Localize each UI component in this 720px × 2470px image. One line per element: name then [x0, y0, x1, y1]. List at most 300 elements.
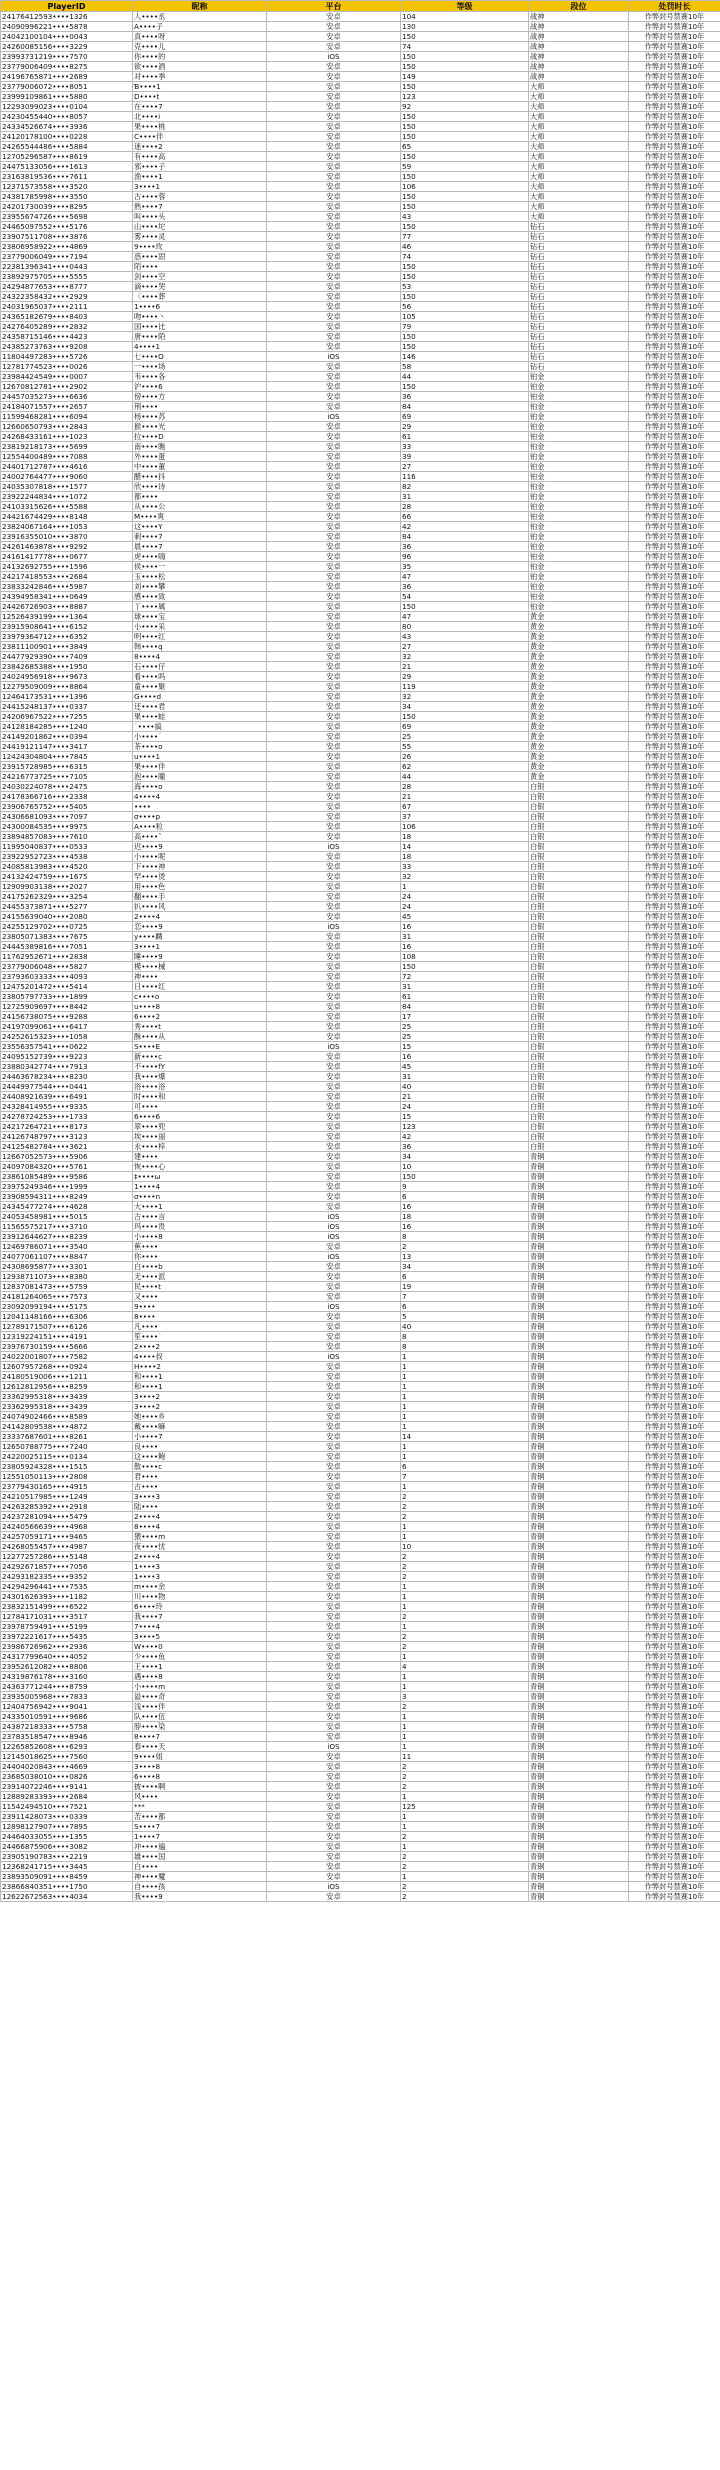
- cell-level: 14: [401, 842, 529, 852]
- table-row: [1, 1092, 720, 1102]
- cell-penalty: 作弊封号禁赛10年: [629, 1682, 720, 1692]
- cell-penalty: 作弊封号禁赛10年: [629, 902, 720, 912]
- cell-player-id: 1227725728​6••••5148: [1, 1552, 133, 1562]
- cell-platform: iOS: [267, 1882, 401, 1892]
- cell-platform: 安卓: [267, 1292, 401, 1302]
- cell-penalty: 作弊封号禁赛10年: [629, 622, 720, 632]
- cell-level: 39: [401, 452, 529, 462]
- cell-penalty: 作弊封号禁赛10年: [629, 1252, 720, 1262]
- cell-platform: 安卓: [267, 1092, 401, 1102]
- cell-level: 16: [401, 1222, 529, 1232]
- header-tier: 段位: [529, 1, 629, 12]
- cell-platform: 安卓: [267, 1712, 401, 1722]
- cell-tier: 白银: [529, 942, 629, 952]
- cell-tier: 白银: [529, 1092, 629, 1102]
- table-row: [1, 392, 720, 402]
- cell-nickname: 古••••蓉: [133, 192, 267, 202]
- cell-tier: 钻石: [529, 362, 629, 372]
- cell-nickname: 6••••8: [133, 1772, 267, 1782]
- cell-level: 42: [401, 1132, 529, 1142]
- cell-level: 150: [401, 222, 529, 232]
- cell-player-id: 2383324284​6••••5987: [1, 582, 133, 592]
- cell-platform: 安卓: [267, 992, 401, 1002]
- cell-nickname: 小••••˙: [133, 732, 267, 742]
- cell-tier: 钻石: [529, 242, 629, 252]
- cell-level: 1: [401, 1522, 529, 1532]
- cell-level: 6: [401, 1272, 529, 1282]
- cell-player-id: 2445703527​3••••6636: [1, 392, 133, 402]
- cell-nickname: 笙••••˙: [133, 1332, 267, 1342]
- cell-nickname: 你••••的: [133, 52, 267, 62]
- cell-tier: 青铜: [529, 1322, 629, 1332]
- cell-player-id: 2421677372​5••••7105: [1, 772, 133, 782]
- cell-level: 3: [401, 1692, 529, 1702]
- cell-tier: 黄金: [529, 702, 629, 712]
- cell-player-id: 2407706110​7••••8847: [1, 1252, 133, 1262]
- cell-platform: 安卓: [267, 1702, 401, 1712]
- cell-penalty: 作弊封号禁赛10年: [629, 602, 720, 612]
- cell-tier: 青铜: [529, 1622, 629, 1632]
- cell-nickname: 时••••和: [133, 1092, 267, 1102]
- cell-tier: 钻石: [529, 282, 629, 292]
- cell-tier: 战神: [529, 72, 629, 82]
- cell-nickname: 神••••魔: [133, 1872, 267, 1882]
- cell-penalty: 作弊封号禁赛10年: [629, 962, 720, 972]
- cell-nickname: 看••••吗: [133, 672, 267, 682]
- cell-tier: 钻石: [529, 302, 629, 312]
- table-row: [1, 1172, 720, 1182]
- cell-player-id: 2412017810​0••••0228: [1, 132, 133, 142]
- cell-tier: 白银: [529, 1002, 629, 1012]
- cell-level: 45: [401, 912, 529, 922]
- cell-platform: 安卓: [267, 1892, 401, 1902]
- cell-platform: 安卓: [267, 1402, 401, 1412]
- cell-level: 33: [401, 442, 529, 452]
- cell-level: 1: [401, 1872, 529, 1882]
- cell-penalty: 作弊封号禁赛10年: [629, 1132, 720, 1142]
- cell-tier: 铂金: [529, 442, 629, 452]
- cell-player-id: 1199504083​7••••0533: [1, 842, 133, 852]
- table-row: [1, 1182, 720, 1192]
- cell-nickname: 1••••7: [133, 1832, 267, 1842]
- cell-tier: 白银: [529, 992, 629, 1002]
- cell-penalty: 作弊封号禁赛10年: [629, 1202, 720, 1212]
- cell-penalty: 作弊封号禁赛10年: [629, 322, 720, 332]
- cell-tier: 铂金: [529, 502, 629, 512]
- table-row: [1, 1842, 720, 1852]
- cell-tier: 青铜: [529, 1502, 629, 1512]
- cell-level: 25: [401, 732, 529, 742]
- cell-nickname: 白••••: [133, 1862, 267, 1872]
- cell-level: 2: [401, 1552, 529, 1562]
- cell-player-id: 2380592432​8••••1515: [1, 1462, 133, 1472]
- cell-nickname: 我••••7: [133, 1612, 267, 1622]
- cell-level: 1: [401, 1712, 529, 1722]
- table-row: [1, 1482, 720, 1492]
- cell-player-id: 1156557521​7••••3710: [1, 1222, 133, 1232]
- cell-platform: 安卓: [267, 1792, 401, 1802]
- cell-nickname: 少••••鱼: [133, 1652, 267, 1662]
- cell-level: 150: [401, 602, 529, 612]
- cell-nickname: 8••••: [133, 1312, 267, 1322]
- table-row: [1, 1682, 720, 1692]
- cell-tier: 白银: [529, 1082, 629, 1092]
- cell-level: 59: [401, 162, 529, 172]
- cell-player-id: 2333768760​1••••8261: [1, 1432, 133, 1442]
- table-row: [1, 1622, 720, 1632]
- cell-penalty: 作弊封号禁赛10年: [629, 722, 720, 732]
- header-level: 等级: [401, 1, 529, 12]
- cell-player-id: 2397936471​2••••6352: [1, 632, 133, 642]
- cell-penalty: 作弊封号禁赛10年: [629, 752, 720, 762]
- cell-player-id: 2430162639​3••••1182: [1, 1592, 133, 1602]
- table-row: [1, 1292, 720, 1302]
- cell-tier: 钻石: [529, 252, 629, 262]
- table-row: [1, 1502, 720, 1512]
- cell-penalty: 作弊封号禁赛10年: [629, 1552, 720, 1562]
- cell-platform: 安卓: [267, 1062, 401, 1072]
- cell-level: 32: [401, 652, 529, 662]
- cell-platform: 安卓: [267, 862, 401, 872]
- cell-level: 6: [401, 1192, 529, 1202]
- cell-level: 106: [401, 822, 529, 832]
- cell-platform: 安卓: [267, 1002, 401, 1012]
- table-row: [1, 792, 720, 802]
- cell-player-id: 2446509755​2••••5176: [1, 222, 133, 232]
- table-row: [1, 832, 720, 842]
- cell-level: 7: [401, 1292, 529, 1302]
- cell-player-id: 2430668109​3••••7097: [1, 812, 133, 822]
- cell-tier: 铂金: [529, 602, 629, 612]
- cell-penalty: 作弊封号禁赛10年: [629, 932, 720, 942]
- cell-nickname: 对••••季: [133, 72, 267, 82]
- cell-tier: 青铜: [529, 1522, 629, 1532]
- cell-nickname: 在••••7: [133, 102, 267, 112]
- table-row: [1, 402, 720, 412]
- cell-level: 1: [401, 1722, 529, 1732]
- cell-player-id: 2386108548​9••••9586: [1, 1172, 133, 1182]
- cell-player-id: 1266705257​3••••5906: [1, 1152, 133, 1162]
- cell-platform: 安卓: [267, 652, 401, 662]
- cell-platform: 安卓: [267, 42, 401, 52]
- cell-penalty: 作弊封号禁赛10年: [629, 692, 720, 702]
- cell-level: 2: [401, 1862, 529, 1872]
- table-row: [1, 92, 720, 102]
- cell-tier: 钻石: [529, 352, 629, 362]
- cell-tier: 青铜: [529, 1592, 629, 1602]
- cell-penalty: 作弊封号禁赛10年: [629, 112, 720, 122]
- table-row: [1, 252, 720, 262]
- cell-level: 43: [401, 212, 529, 222]
- cell-penalty: 作弊封号禁赛10年: [629, 1792, 720, 1802]
- cell-penalty: 作弊封号禁赛10年: [629, 182, 720, 192]
- cell-nickname: 1••••3: [133, 1562, 267, 1572]
- cell-player-id: 2438178599​8••••3550: [1, 192, 133, 202]
- cell-penalty: 作弊封号禁赛10年: [629, 1342, 720, 1352]
- table-row: [1, 1262, 720, 1272]
- cell-player-id: 2397222161​7••••5435: [1, 1632, 133, 1642]
- cell-platform: iOS: [267, 1042, 401, 1052]
- table-row: [1, 1812, 720, 1822]
- cell-player-id: 2391572898​5••••6315: [1, 762, 133, 772]
- cell-platform: 安卓: [267, 592, 401, 602]
- cell-player-id: 2426328539​2••••2918: [1, 1502, 133, 1512]
- cell-platform: 安卓: [267, 982, 401, 992]
- cell-player-id: 2439495834​1••••0649: [1, 592, 133, 602]
- cell-nickname: A••••粒: [133, 822, 267, 832]
- cell-penalty: 作弊封号禁赛10年: [629, 1532, 720, 1542]
- cell-tier: 白银: [529, 1032, 629, 1042]
- cell-penalty: 作弊封号禁赛10年: [629, 822, 720, 832]
- cell-penalty: 作弊封号禁赛10年: [629, 142, 720, 152]
- cell-penalty: 作弊封号禁赛10年: [629, 1822, 720, 1832]
- cell-tier: 青铜: [529, 1702, 629, 1712]
- table-row: [1, 282, 720, 292]
- cell-tier: 黄金: [529, 612, 629, 622]
- cell-player-id: 2381921817​3••••5699: [1, 442, 133, 452]
- cell-player-id: 2416141777​8••••0677: [1, 552, 133, 562]
- table-row: [1, 102, 720, 112]
- table-row: [1, 872, 720, 882]
- cell-nickname: 下••••神: [133, 862, 267, 872]
- cell-player-id: 1246978607​1••••3540: [1, 1242, 133, 1252]
- cell-level: 150: [401, 1172, 529, 1182]
- cell-tier: 青铜: [529, 1282, 629, 1292]
- cell-player-id: 2389297570​5••••5555: [1, 272, 133, 282]
- cell-level: 2: [401, 1852, 529, 1862]
- cell-penalty: 作弊封号禁赛10年: [629, 1562, 720, 1572]
- cell-player-id: 1288928339​3••••2684: [1, 1792, 133, 1802]
- cell-tier: 黄金: [529, 662, 629, 672]
- cell-platform: 安卓: [267, 662, 401, 672]
- cell-player-id: 2441912114​7••••3417: [1, 742, 133, 752]
- cell-platform: 安卓: [267, 1452, 401, 1462]
- cell-tier: 钻石: [529, 272, 629, 282]
- cell-penalty: 作弊封号禁赛10年: [629, 172, 720, 182]
- cell-player-id: 2421051798​5••••1249: [1, 1492, 133, 1502]
- table-row: [1, 1692, 720, 1702]
- cell-nickname: 神••••: [133, 972, 267, 982]
- table-row: [1, 972, 720, 982]
- cell-penalty: 作弊封号禁赛10年: [629, 1642, 720, 1652]
- cell-level: 1: [401, 1812, 529, 1822]
- table-row: [1, 1162, 720, 1172]
- cell-platform: 安卓: [267, 1612, 401, 1622]
- cell-nickname: 欣••••诗: [133, 482, 267, 492]
- cell-penalty: 作弊封号禁赛10年: [629, 1892, 720, 1902]
- cell-platform: 安卓: [267, 752, 401, 762]
- cell-level: 150: [401, 192, 529, 202]
- cell-level: 149: [401, 72, 529, 82]
- cell-nickname: 果••••蛙: [133, 712, 267, 722]
- cell-platform: iOS: [267, 352, 401, 362]
- cell-platform: 安卓: [267, 472, 401, 482]
- cell-penalty: 作弊封号禁赛10年: [629, 1302, 720, 1312]
- cell-nickname: 建••••: [133, 1152, 267, 1162]
- cell-level: 123: [401, 1122, 529, 1132]
- cell-nickname: 雄••••国: [133, 1852, 267, 1862]
- cell-level: 32: [401, 692, 529, 702]
- cell-level: 2: [401, 1502, 529, 1512]
- cell-tier: 白银: [529, 1042, 629, 1052]
- cell-platform: 安卓: [267, 92, 401, 102]
- cell-penalty: 作弊封号禁赛10年: [629, 1032, 720, 1042]
- cell-penalty: 作弊封号禁赛10年: [629, 1442, 720, 1452]
- cell-player-id: 2436377124​4••••8759: [1, 1682, 133, 1692]
- table-row: [1, 292, 720, 302]
- cell-penalty: 作弊封号禁赛10年: [629, 1372, 720, 1382]
- cell-penalty: 作弊封号禁赛10年: [629, 272, 720, 282]
- cell-level: 16: [401, 1202, 529, 1212]
- cell-player-id: 1231922415​1••••4191: [1, 1332, 133, 1342]
- table-row: [1, 1712, 720, 1722]
- table-row: [1, 1102, 720, 1112]
- cell-penalty: 作弊封号禁赛10年: [629, 1502, 720, 1512]
- cell-penalty: 作弊封号禁赛10年: [629, 882, 720, 892]
- cell-level: 84: [401, 1002, 529, 1012]
- cell-platform: 安卓: [267, 252, 401, 262]
- cell-penalty: 作弊封号禁赛10年: [629, 1072, 720, 1082]
- cell-penalty: 作弊封号禁赛10年: [629, 1172, 720, 1182]
- cell-tier: 大师: [529, 92, 629, 102]
- cell-player-id: 2408581398​3••••4520: [1, 862, 133, 872]
- cell-penalty: 作弊封号禁赛10年: [629, 682, 720, 692]
- cell-penalty: 作弊封号禁赛10年: [629, 762, 720, 772]
- cell-tier: 青铜: [529, 1792, 629, 1802]
- cell-platform: 安卓: [267, 932, 401, 942]
- cell-nickname: 恋••••9: [133, 922, 267, 932]
- cell-level: 21: [401, 1092, 529, 1102]
- cell-platform: 安卓: [267, 62, 401, 72]
- cell-nickname: 夜••••忧: [133, 1542, 267, 1552]
- cell-platform: 安卓: [267, 532, 401, 542]
- cell-level: 13: [401, 1252, 529, 1262]
- cell-tier: 钻石: [529, 292, 629, 302]
- cell-tier: 青铜: [529, 1412, 629, 1422]
- cell-player-id: 2418407155​7••••2657: [1, 402, 133, 412]
- cell-penalty: 作弊封号禁赛10年: [629, 252, 720, 262]
- cell-tier: 战神: [529, 12, 629, 22]
- cell-nickname: 傍••••方: [133, 392, 267, 402]
- cell-platform: 安卓: [267, 872, 401, 882]
- cell-platform: iOS: [267, 1232, 401, 1242]
- cell-tier: 青铜: [529, 1212, 629, 1222]
- table-row: [1, 622, 720, 632]
- cell-tier: 铂金: [529, 392, 629, 402]
- cell-tier: 青铜: [529, 1422, 629, 1432]
- cell-player-id: 2432841495​5••••9335: [1, 1102, 133, 1112]
- cell-level: 1: [401, 882, 529, 892]
- cell-nickname: 韦••••各: [133, 372, 267, 382]
- cell-player-id: 1252643919​9••••1364: [1, 612, 133, 622]
- cell-tier: 黄金: [529, 682, 629, 692]
- cell-tier: 青铜: [529, 1312, 629, 1322]
- cell-tier: 战神: [529, 32, 629, 42]
- cell-nickname: 7••••4: [133, 1622, 267, 1632]
- cell-platform: 安卓: [267, 1672, 401, 1682]
- cell-player-id: 2377900604​8••••5827: [1, 962, 133, 972]
- cell-tier: 大师: [529, 152, 629, 162]
- cell-tier: 白银: [529, 832, 629, 842]
- cell-player-id: 2380579773​3••••1899: [1, 992, 133, 1002]
- cell-penalty: 作弊封号禁赛10年: [629, 872, 720, 882]
- cell-platform: iOS: [267, 1212, 401, 1222]
- cell-level: 55: [401, 742, 529, 752]
- cell-platform: iOS: [267, 52, 401, 62]
- cell-player-id: 2309209919​4••••5175: [1, 1302, 133, 1312]
- cell-level: 1: [401, 1452, 529, 1462]
- cell-platform: 安卓: [267, 492, 401, 502]
- cell-player-id: 2403196503​7••••2111: [1, 302, 133, 312]
- cell-level: 150: [401, 62, 529, 72]
- cell-level: 104: [401, 12, 529, 22]
- cell-platform: 安卓: [267, 1692, 401, 1702]
- table-row: [1, 32, 720, 42]
- cell-player-id: 1247520147​2••••5414: [1, 982, 133, 992]
- cell-player-id: 2418051900​6••••1211: [1, 1372, 133, 1382]
- cell-penalty: 作弊封号禁赛10年: [629, 62, 720, 72]
- cell-level: 96: [401, 552, 529, 562]
- table-row: [1, 262, 720, 272]
- cell-platform: 安卓: [267, 732, 401, 742]
- cell-platform: 安卓: [267, 1682, 401, 1692]
- cell-platform: 安卓: [267, 512, 401, 522]
- cell-platform: 安卓: [267, 322, 401, 332]
- cell-player-id: 2404210010​4••••0043: [1, 32, 133, 42]
- cell-penalty: 作弊封号禁赛10年: [629, 122, 720, 132]
- cell-nickname: σ••••n: [133, 1192, 267, 1202]
- table-row: [1, 152, 720, 162]
- cell-penalty: 作弊封号禁赛10年: [629, 1042, 720, 1052]
- table-row: [1, 1032, 720, 1042]
- cell-tier: 铂金: [529, 562, 629, 572]
- cell-tier: 青铜: [529, 1382, 629, 1392]
- cell-penalty: 作弊封号禁赛10年: [629, 522, 720, 532]
- cell-tier: 青铜: [529, 1712, 629, 1722]
- cell-tier: 大师: [529, 182, 629, 192]
- table-row: [1, 642, 720, 652]
- cell-level: 56: [401, 302, 529, 312]
- table-row: [1, 122, 720, 132]
- cell-level: 29: [401, 422, 529, 432]
- table-row: [1, 862, 720, 872]
- cell-platform: 安卓: [267, 712, 401, 722]
- cell-nickname: 脖••••染: [133, 1722, 267, 1732]
- cell-penalty: 作弊封号禁赛10年: [629, 82, 720, 92]
- cell-tier: 黄金: [529, 692, 629, 702]
- cell-platform: 安卓: [267, 272, 401, 282]
- cell-nickname: 1••••6: [133, 302, 267, 312]
- cell-platform: 安卓: [267, 1282, 401, 1292]
- table-row: [1, 212, 720, 222]
- cell-level: 27: [401, 462, 529, 472]
- cell-platform: 安卓: [267, 792, 401, 802]
- cell-tier: 黄金: [529, 652, 629, 662]
- table-row: [1, 1232, 720, 1242]
- cell-penalty: 作弊封号禁赛10年: [629, 262, 720, 272]
- cell-nickname: 王••••1: [133, 1662, 267, 1672]
- cell-penalty: 作弊封号禁赛10年: [629, 972, 720, 982]
- cell-nickname: 罕••••烫: [133, 872, 267, 882]
- cell-player-id: 2395567472​6••••5698: [1, 212, 133, 222]
- cell-penalty: 作弊封号禁赛10年: [629, 212, 720, 222]
- cell-platform: 安卓: [267, 622, 401, 632]
- cell-penalty: 作弊封号禁赛10年: [629, 1392, 720, 1402]
- cell-platform: 安卓: [267, 372, 401, 382]
- cell-tier: 黄金: [529, 732, 629, 742]
- cell-player-id: 1265078877​5••••7240: [1, 1442, 133, 1452]
- table-row: [1, 1582, 720, 1592]
